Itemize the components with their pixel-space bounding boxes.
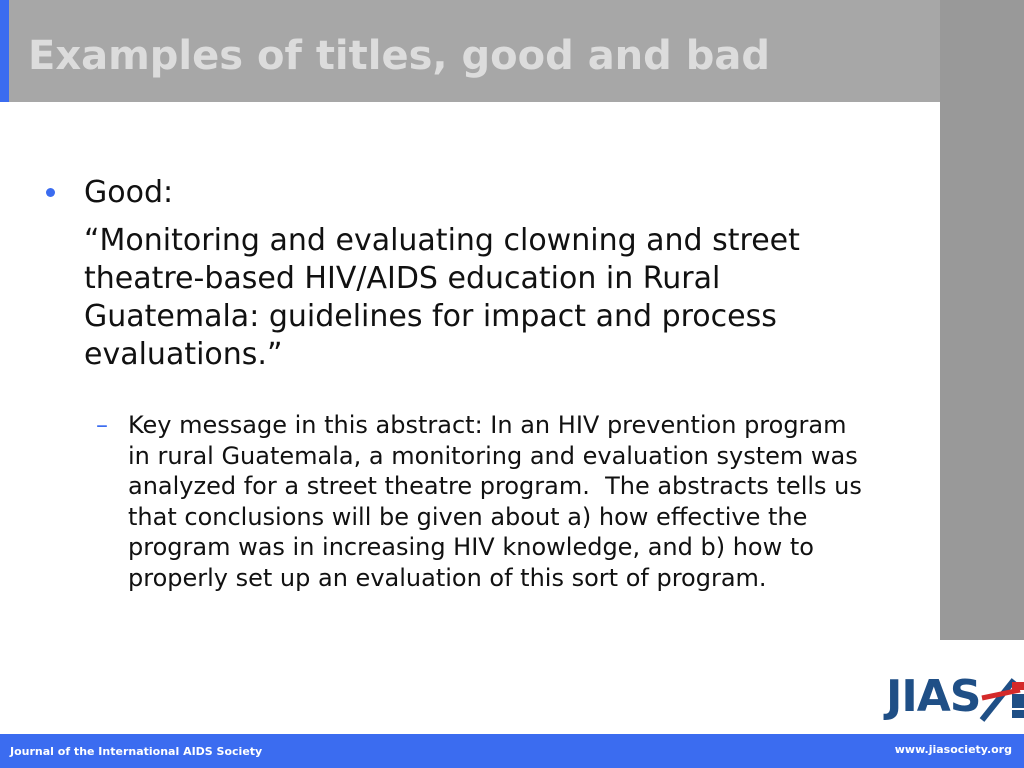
bullet-label: Good: bbox=[84, 175, 174, 210]
jias-logo-icon bbox=[886, 672, 1024, 728]
bullet-dot-icon bbox=[46, 188, 55, 197]
dash-bullet-icon: – bbox=[96, 411, 108, 439]
footer-journal-name: Journal of the International AIDS Society bbox=[10, 745, 263, 758]
example-title-text: “Monitoring and evaluating clowning and street theatre-based HIV/AIDS education in Rural Guatemala: guidelines for impact and process evaluations.” bbox=[84, 223, 800, 372]
title-bar bbox=[0, 0, 940, 102]
sub-bullet bbox=[46, 410, 870, 593]
slide-title: Examples of titles, good and bad bbox=[28, 33, 770, 79]
bullet-good bbox=[46, 172, 866, 374]
title-accent-stripe bbox=[0, 0, 9, 102]
sub-bullet-text: Key message in this abstract: In an HIV prevention program in rural Guatemala, a monitoring and evaluation system was analyzed for a street theatre program. The abstracts tells us that conclusions will be given about a) how effective the program was in increasing HIV knowledge, and b) how to properly set up an evaluation of this sort of program. bbox=[128, 411, 870, 592]
logo-text: JIAS bbox=[886, 671, 981, 722]
footer-website-link[interactable]: www.jiasociety.org bbox=[894, 743, 1012, 756]
footer-bar bbox=[0, 734, 1024, 768]
slide-content bbox=[46, 172, 870, 593]
right-decorative-band bbox=[940, 0, 1024, 640]
jias-logo bbox=[886, 672, 1024, 728]
